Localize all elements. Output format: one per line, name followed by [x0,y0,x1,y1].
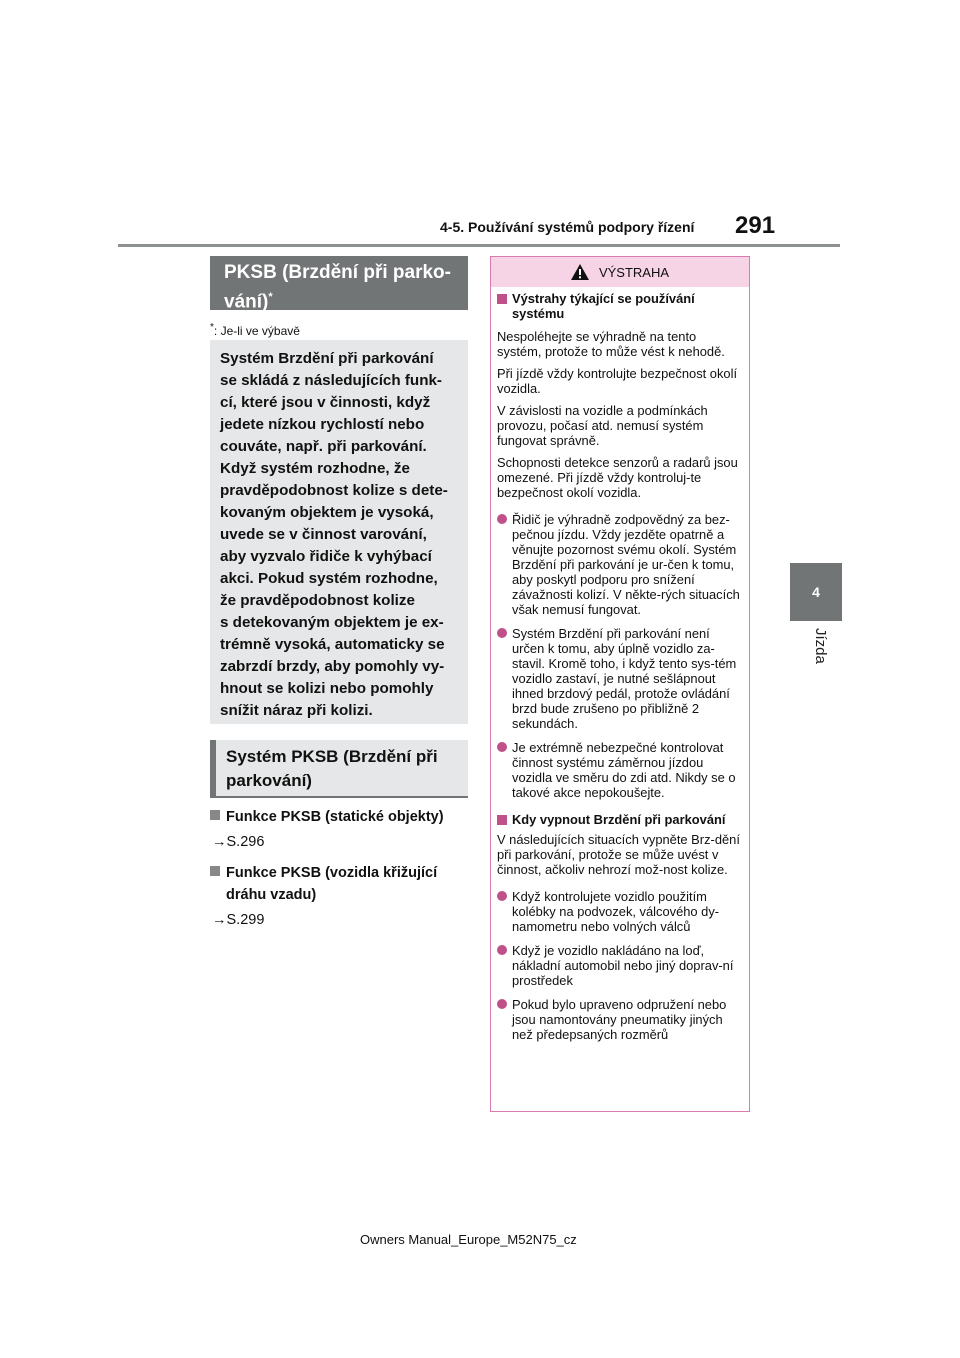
footnote-text: : Je-li ve výbavě [213,324,300,338]
warning-subheading-text: Výstrahy týkající se používání systému [512,291,695,321]
heading-footnote-mark: * [268,291,273,303]
intro-line: pravděpodobnost kolize s dete- [220,482,448,499]
warning-paragraph: Schopnosti detekce senzorů a radarů jsou omezené. Při jízdě vždy kontroluj-te bezpečnost okolí vozidla. [497,455,738,500]
intro-line: s detekovaným objektem je ex- [220,614,444,631]
chapter-tab[interactable]: 4 [790,563,842,621]
square-bullet-icon [210,866,220,876]
intro-line: kovaným objektem je vysoká, [220,504,434,521]
intro-box [210,340,468,724]
item-static-objects-title [210,806,470,828]
warning-bullet [497,997,743,1042]
system-heading-line: parkování) [226,771,312,790]
pksb-heading [210,256,468,313]
warning-bullet-text: Když kontrolujete vozidlo použitím kolébky na podvozek, válcového dy-namometru nebo volných válců [512,889,720,934]
warning-subheading [497,812,743,827]
warning-triangle-icon [571,264,589,280]
warning-subheading-text: Kdy vypnout Brzdění při parkování [512,812,726,827]
system-heading-line: Systém PKSB (Brzdění při [226,747,438,766]
page-reference-text: S.296 [226,834,265,850]
page-reference-text: S.299 [226,912,265,928]
item-title-text: Funkce PKSB (statické objekty) [226,809,444,825]
footnote-mark: * [210,322,214,333]
square-bullet-icon [497,294,507,304]
warning-paragraph: Při jízdě vždy kontrolujte bezpečnost okolí vozidla. [497,366,738,396]
warning-bullet [497,740,743,800]
section-title: 4-5. Používání systémů podpory řízení [440,219,695,235]
warning-bullet [497,512,743,617]
warning-bullet-text: Je extrémně nebezpečné kontrolovat činnost systému záměrnou jízdou vozidla ve směru do zdi atd. Nikdy se o takové akce nepokoušejte. [512,740,736,800]
square-bullet-icon [497,815,507,825]
round-bullet-icon [497,742,507,752]
item-title-text: dráhu vzadu) [226,887,317,903]
warning-bullet-text: Řidič je výhradně zodpovědný za bez-pečnou jízdu. Vždy jezděte opatrně a věnujte pozornost svému okolí. Systém Brzdění při parkování je ur-čen k tomu, aby poskytl podporu pro snížení závažnosti kolizí. V někte-rých situacích však nemusí fungovat. [512,512,740,617]
round-bullet-icon [497,628,507,638]
intro-line: trémně vysoká, automaticky se [220,636,445,653]
footnote [210,322,300,338]
intro-line: že pravděpodobnost kolize [220,592,415,609]
round-bullet-icon [497,514,507,524]
arrow-right-icon: → [212,912,227,928]
warning-bullet [497,943,743,988]
chapter-label: Jízda [812,628,829,664]
intro-line: akci. Pokud systém rozhodne, [220,570,438,587]
system-heading [210,740,468,798]
page-reference-link[interactable] [212,912,264,928]
intro-line: Když systém rozhodne, že [220,460,410,477]
warning-box [490,256,750,1112]
arrow-right-icon: → [212,834,227,850]
intro-line: couváte, např. při parkování. [220,438,427,455]
warning-body [497,291,743,1051]
page-reference-link[interactable] [212,834,264,850]
warning-header [491,257,749,287]
round-bullet-icon [497,945,507,955]
intro-line: Systém Brzdění při parkování [220,350,434,367]
intro-line: cí, které jsou v činnosti, když [220,394,431,411]
square-bullet-icon [210,810,220,820]
item-crossing-vehicles-title [210,862,470,906]
warning-bullet-text: Když je vozidlo nakládáno na loď, nákladní automobil nebo jiný doprav-ní prostředek [512,943,734,988]
intro-line: aby vyzvalo řidiče k vyhýbací [220,548,432,565]
warning-bullet [497,626,743,731]
intro-line: jedete nízkou rychlostí nebo [220,416,425,433]
intro-line: se skládá z následujících funk- [220,372,442,389]
warning-paragraph: V závislosti na vozidle a podmínkách provozu, počasí atd. nemusí systém fungovat správně. [497,403,708,448]
warning-subheading [497,291,743,321]
round-bullet-icon [497,891,507,901]
warning-bullet-text: Pokud bylo upraveno odpružení nebo jsou namontovány pneumatiky jiných než předepsaných rozměrů [512,997,727,1042]
intro-line: hnout se kolizi nebo pomohly [220,680,434,697]
round-bullet-icon [497,999,507,1009]
warning-paragraph: Nespoléhejte se výhradně na tento systém, protože to může vést k nehodě. [497,329,725,359]
intro-line: uvede se v činnost varování, [220,526,427,543]
item-title-text: Funkce PKSB (vozidla křižující [226,865,438,881]
intro-line: snížit náraz při kolizi. [220,702,373,719]
warning-paragraph: V následujících situacích vypněte Brz-dění při parkování, protože se může uvést v činnost, ačkoliv nehrozí mož-nost kolize. [497,832,740,877]
warning-bullet-text: Systém Brzdění při parkování není určen k tomu, aby úplně vozidlo za-stavil. Kromě toho, i když tento sys-tém vozidlo zastaví, je nutné sešlápnout ihned brzdový pedál, protože ovládání brzd bude zrušeno po přibližně 2 sekundách. [512,626,737,731]
pksb-heading-text: PKSB (Brzdění při parko-vání) [224,262,451,313]
intro-line: zabrzdí brzdy, aby pomohly vy- [220,658,445,675]
warning-bullet [497,889,743,934]
warning-title: VÝSTRAHA [598,264,670,280]
footer-text: Owners Manual_Europe_M52N75_cz [360,1232,577,1247]
page-number: 291 [735,212,776,239]
header-rule [118,244,840,247]
